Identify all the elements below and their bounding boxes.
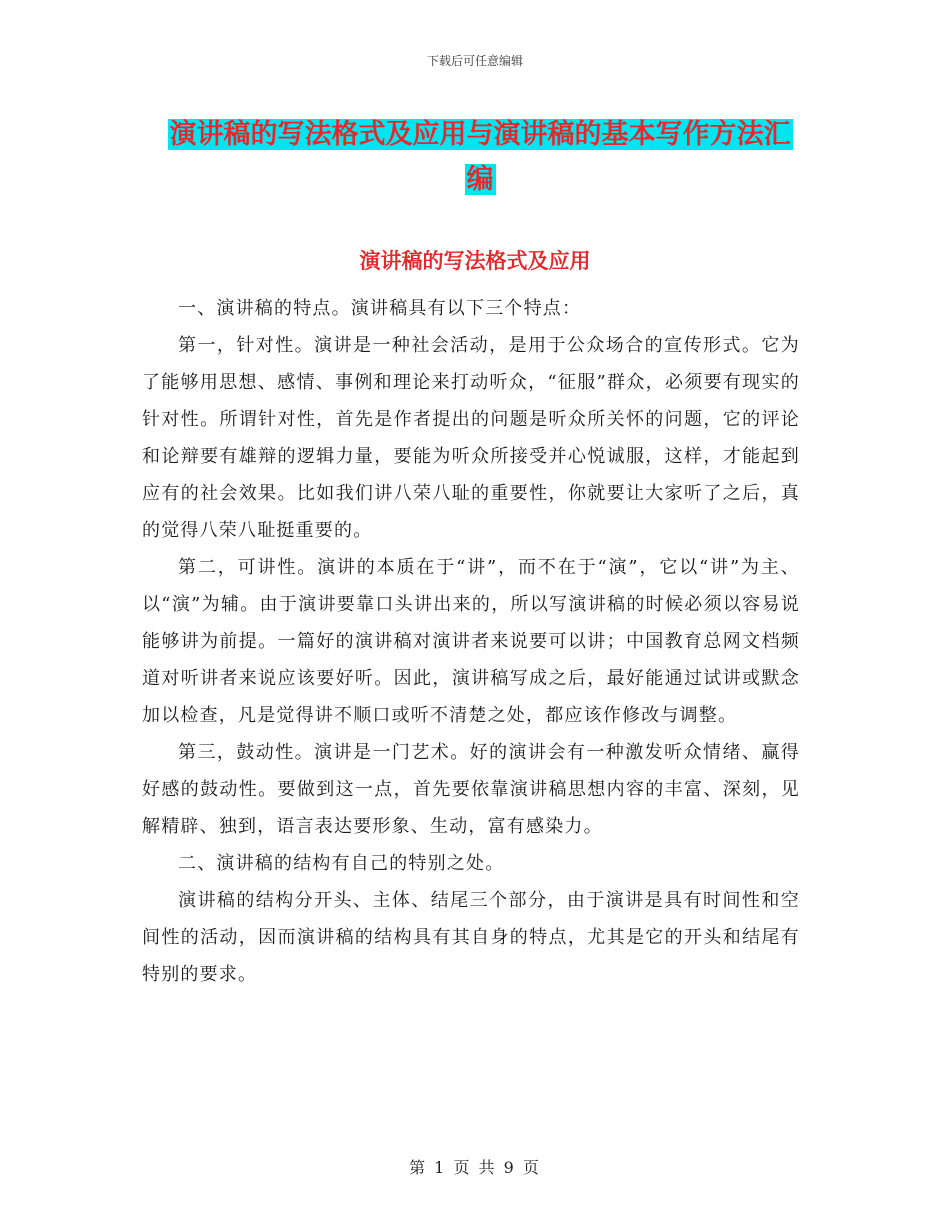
document-body: [142, 290, 800, 993]
paragraph-structure-heading: 二、演讲稿的结构有自己的特别之处。: [178, 853, 505, 874]
paragraph-point-1: 第一，针对性。演讲是一种社会活动，是用于公众场合的宣传形式。它为了能够用思想、感情、事例和理论来打动听众，“征服”群众，必须要有现实的针对性。所谓针对性，首先是作者提出的问题是听众所关怀的问题，它的评论和论辩要有雄辩的逻辑力量，要能为听众所接受并心悦诚服，这样，才能起到应有的社会效果。比如我们讲八荣八耻的重要性，你就要让大家听了之后，真的觉得八荣八耻挺重要的。: [142, 335, 800, 541]
page-number: 第 1 页 共 9 页: [409, 1158, 541, 1177]
header-note: 下载后可任意编辑: [426, 54, 523, 68]
document-title: [140, 112, 820, 202]
section-title: 演讲稿的写法格式及应用: [359, 249, 591, 273]
paragraph-point-3: 第三，鼓动性。演讲是一门艺术。好的演讲会有一种激发听众情绪、赢得好感的鼓动性。要做到这一点，首先要依靠演讲稿思想内容的丰富、深刻，见解精辟、独到，语言表达要形象、生动，富有感染力。: [142, 742, 800, 837]
paragraph-intro: 一、演讲稿的特点。演讲稿具有以下三个特点：: [178, 298, 582, 319]
paragraph-structure-body: 演讲稿的结构分开头、主体、结尾三个部分，由于演讲是具有时间性和空间性的活动，因而演讲稿的结构具有其自身的特点，尤其是它的开头和结尾有特别的要求。: [142, 890, 800, 985]
document-title-line-1: 演讲稿的写法格式及应用与演讲稿的基本写作方法汇: [169, 119, 791, 150]
paragraph-point-2: 第二，可讲性。演讲的本质在于“讲”，而不在于“演”，它以“讲”为主、以“演”为辅。由于演讲要靠口头讲出来的，所以写演讲稿的时候必须以容易说能够讲为前提。一篇好的演讲稿对演讲者来说要可以讲；中国教育总网文档频道对听讲者来说应该要好听。因此，演讲稿写成之后，最好能通过试讲或默念加以检查，凡是觉得讲不顺口或听不清楚之处，都应该作修改与调整。: [142, 557, 800, 726]
document-title-line-2: 编: [466, 164, 494, 195]
